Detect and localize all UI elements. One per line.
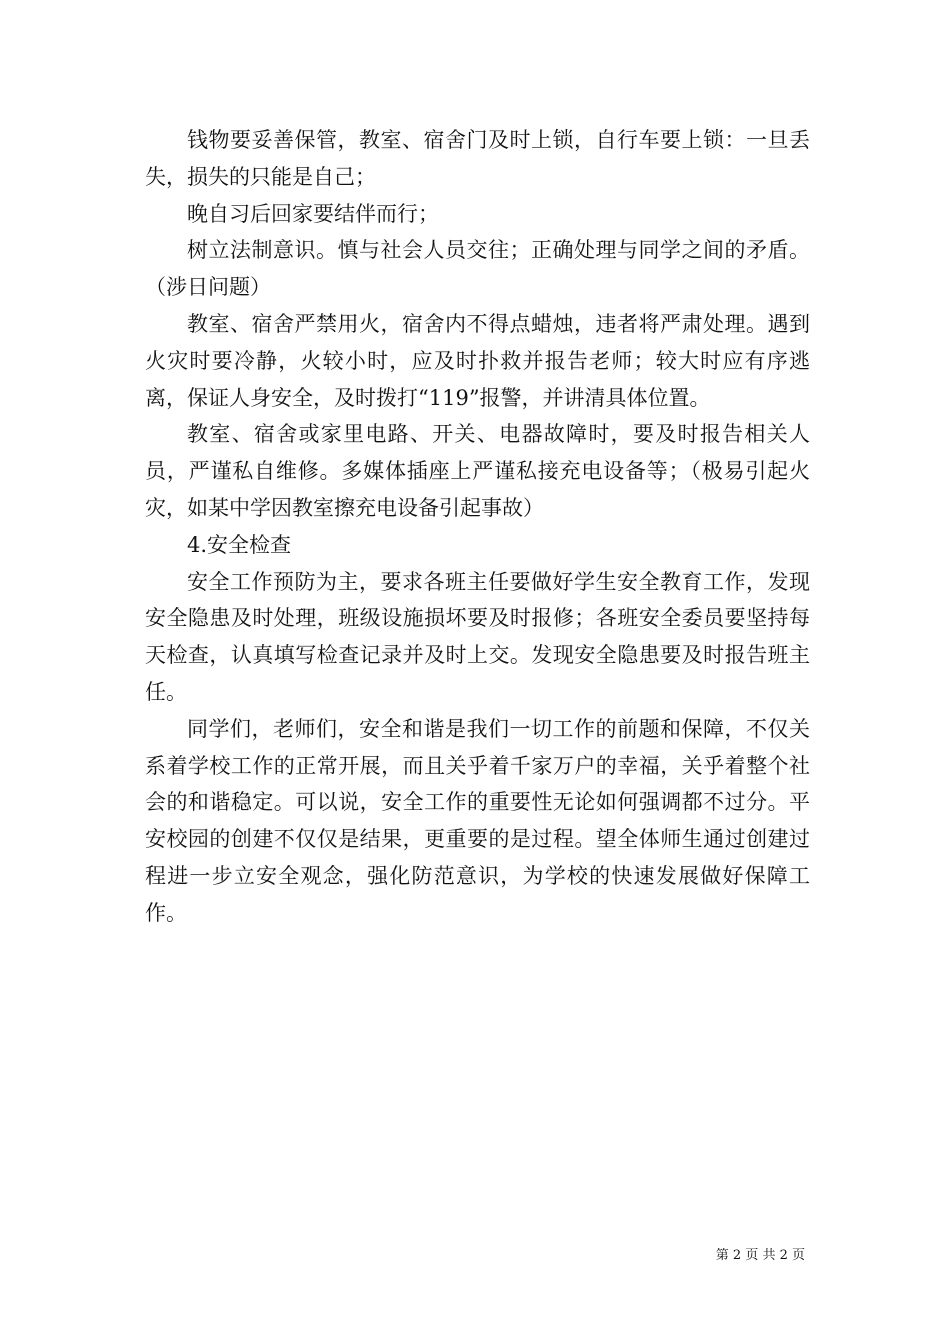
document-body	[145, 122, 810, 932]
section-heading-safety-inspection: 4.安全检查	[187, 532, 292, 557]
paragraph-legal-awareness: 树立法制意识。慎与社会人员交往；正确处理与同学之间的矛盾。（涉日问题）	[145, 238, 810, 300]
paragraph-evening-study: 晚自习后回家要结伴而行；	[187, 201, 439, 226]
paragraph-electrical-safety: 教室、宿舍或家里电路、开关、电器故障时，要及时报告相关人员，严谨私自维修。多媒体插座上严谨私接充电设备等；（极易引起火灾，如某中学因教室擦充电设备引起事故）	[145, 422, 810, 520]
paragraph-valuables: 钱物要妥善保管，教室、宿舍门及时上锁，自行车要上锁：一旦丢失，损失的只能是自己；	[145, 128, 810, 189]
page-number-footer: 第 2 页 共 2 页	[715, 1248, 805, 1263]
paragraph-closing: 同学们，老师们，安全和谐是我们一切工作的前题和保障，不仅关系着学校工作的正常开展，而且关乎着千家万户的幸福，关乎着整个社会的和谐稳定。可以说，安全工作的重要性无论如何强调都不过分。平安校园的创建不仅仅是结果，更重要的是过程。望全体师生通过创建过程进一步立安全观念，强化防范意识，为学校的快速发展做好保障工作。	[145, 716, 810, 925]
paragraph-fire-safety: 教室、宿舍严禁用火，宿舍内不得点蜡烛，违者将严肃处理。遇到火灾时要冷静，火较小时，应及时扑救并报告老师；较大时应有序逃离，保证人身安全，及时拨打“119”报警，并讲清具体位置。	[145, 311, 810, 410]
paragraph-safety-inspection: 安全工作预防为主，要求各班主任要做好学生安全教育工作，发现安全隐患及时处理，班级设施损坏要及时报修；各班安全委员要坚持每天检查，认真填写检查记录并及时上交。发现安全隐患要及时报告班主任。	[145, 569, 810, 704]
